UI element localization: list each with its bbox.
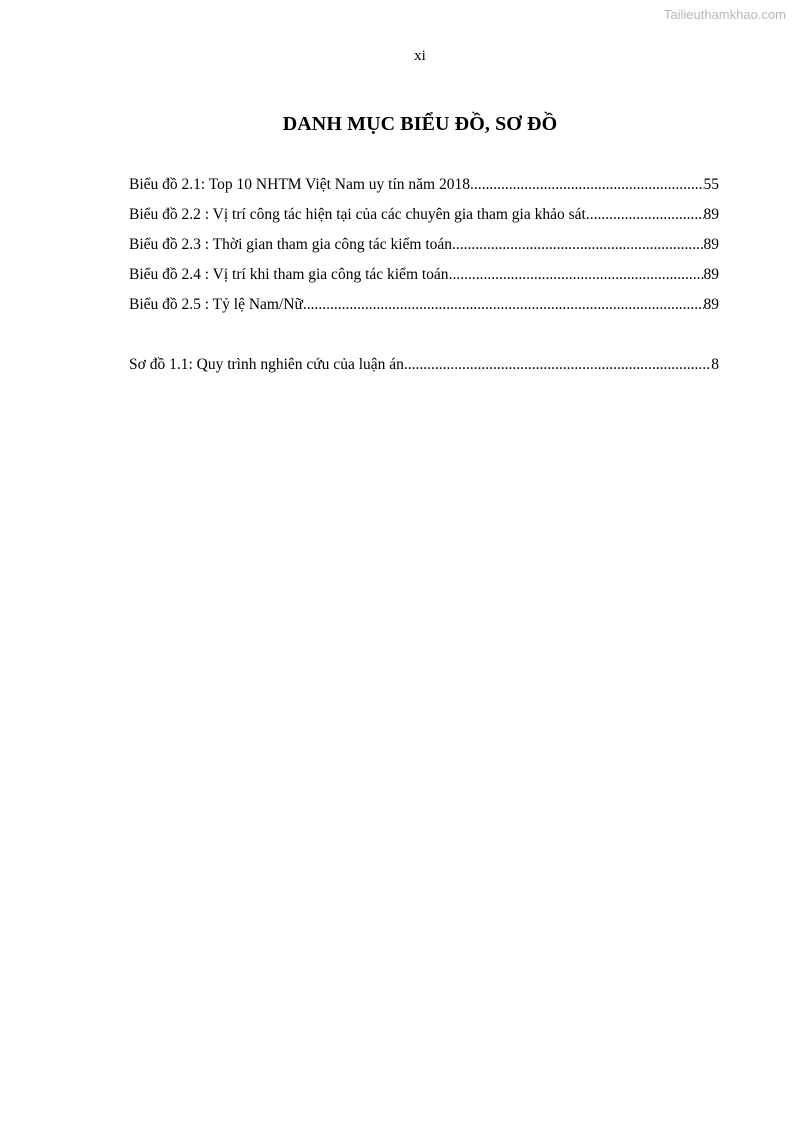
toc-entry-label: Biểu đồ 2.4 : Vị trí khi tham gia công tác kiểm toán [129, 266, 449, 283]
dot-leader [452, 236, 703, 254]
toc-entry-chart-2-4[interactable] [129, 266, 719, 296]
toc-entry-page: 8 [711, 356, 719, 373]
dot-leader [404, 356, 711, 374]
dot-leader [303, 296, 704, 314]
dot-leader [474, 176, 704, 194]
toc-entry-label: Biểu đồ 2.3 : Thời gian tham gia công tác kiểm toán [129, 236, 453, 253]
toc-entry-label: Biểu đồ 2.1: Top 10 NHTM Việt Nam uy tín năm 2018. [129, 176, 474, 193]
toc-entry-chart-2-5[interactable] [129, 296, 719, 326]
page-title: DANH MỤC BIỂU ĐỒ, SƠ ĐỒ [282, 113, 558, 135]
toc-entry-page: 89 [703, 266, 719, 283]
toc-entry-page: 89 [703, 296, 719, 313]
toc-entry-label: Sơ đồ 1.1: Quy trình nghiên cứu của luận án [129, 356, 404, 373]
toc-entry-label: Biểu đồ 2.2 : Vị trí công tác hiện tại của các chuyên gia tham gia khảo sát [129, 206, 586, 223]
toc-entry-page: 89 [703, 206, 719, 223]
watermark: Tailieuthamkhao.com [663, 7, 786, 22]
toc-entry-page: 55 [703, 176, 719, 193]
toc-entry-chart-2-3[interactable] [129, 236, 719, 266]
page-number: xi [414, 48, 426, 64]
toc-entry-page: 89 [703, 236, 719, 253]
list-of-figures [129, 176, 719, 386]
toc-entry-chart-2-2[interactable] [129, 206, 719, 236]
dot-leader [449, 266, 704, 284]
dot-leader [586, 206, 704, 224]
toc-entry-label: Biểu đồ 2.5 : Tỷ lệ Nam/Nữ [129, 296, 303, 313]
toc-entry-diagram-1-1[interactable] [129, 356, 719, 386]
toc-entry-chart-2-1[interactable] [129, 176, 719, 206]
